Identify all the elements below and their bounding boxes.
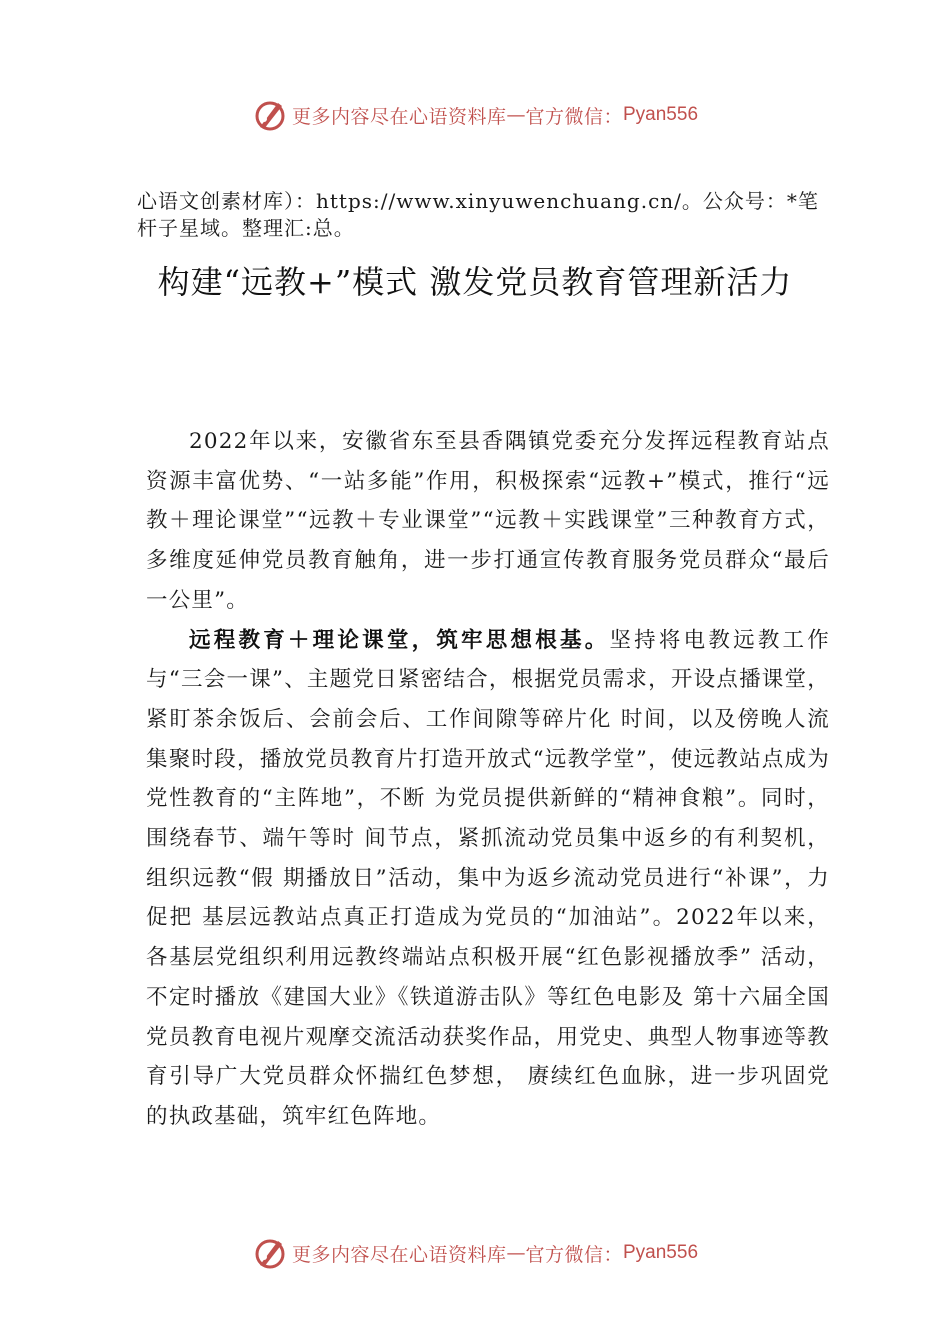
banner-wechat-label: 官方微信： <box>525 1243 623 1266</box>
header-banner <box>0 95 950 135</box>
article-body <box>146 422 830 1137</box>
banner-text: 更多内容尽在心语资料库 <box>291 105 507 128</box>
banner-separator: — <box>506 1242 526 1264</box>
pen-logo-icon <box>252 97 288 133</box>
pen-logo-icon <box>252 1235 288 1271</box>
paragraph-2-body: 坚持将电教远教工作与“三会一课”、主题党日紧密结合，根据党员需求，开设点播课堂，紧盯茶余饭后、会前会后、工作间隙等碎片化 时间，以及傍晚人流集聚时段，播放党员教育片打造开放式“远教学堂”，使远教站点成为党性教育的“主阵地”，不断 为党员提供新鲜的“精神食粮”。同时，围绕春节、端午等时 间节点，紧抓流动党员集中返乡的有利契机，组织远教“假 期播放日”活动，集中为返乡流动党员进行“补课”，力促把 基层远教站点真正打造成为党员的“加油站”。2022年以来， 各基层党组织利用远教终端站点积极开展“红色影视播放季” 活动，不定时播放《建国大业》《铁道游击队》等红色电影及 第十六届全国党员教育电视片观摩交流活动获奖作品，用党史、典型人物事迹等教育引导广大党员群众怀揣红色梦想， 赓续红色血脉，进一步巩固党的执政基础，筑牢红色阵地。 <box>146 627 830 1129</box>
paragraph-2 <box>146 621 830 1137</box>
article-title: 构建“远教+”模式 激发党员教育管理新活力 <box>157 263 793 301</box>
source-line: 心语文创素材库）：https://www.xinyuwenchuang.cn/。公众号：*笔杆子星域。整理汇:总。 <box>137 189 819 240</box>
footer-banner <box>0 1233 950 1273</box>
banner-text: 更多内容尽在心语资料库 <box>291 1243 507 1266</box>
banner-wechat-id: Pyan556 <box>623 1242 699 1263</box>
banner-wechat-label: 官方微信： <box>525 105 623 128</box>
banner-separator: — <box>506 104 526 126</box>
paragraph-2-lead: 远程教育＋理论课堂，筑牢思想根基。 <box>189 627 610 653</box>
paragraph-1: 2022年以来，安徽省东至县香隅镇党委充分发挥远程教育站点资源丰富优势、“一站多能”作用，积极探索“远教+”模式，推行“远教＋理论课堂”“远教＋专业课堂”“远教＋实践课堂”三种教育方式，多维度延伸党员教育触角，进一步打通宣传教育服务党员群众“最后一公里”。 <box>146 429 830 613</box>
banner-wechat-id: Pyan556 <box>623 104 699 125</box>
